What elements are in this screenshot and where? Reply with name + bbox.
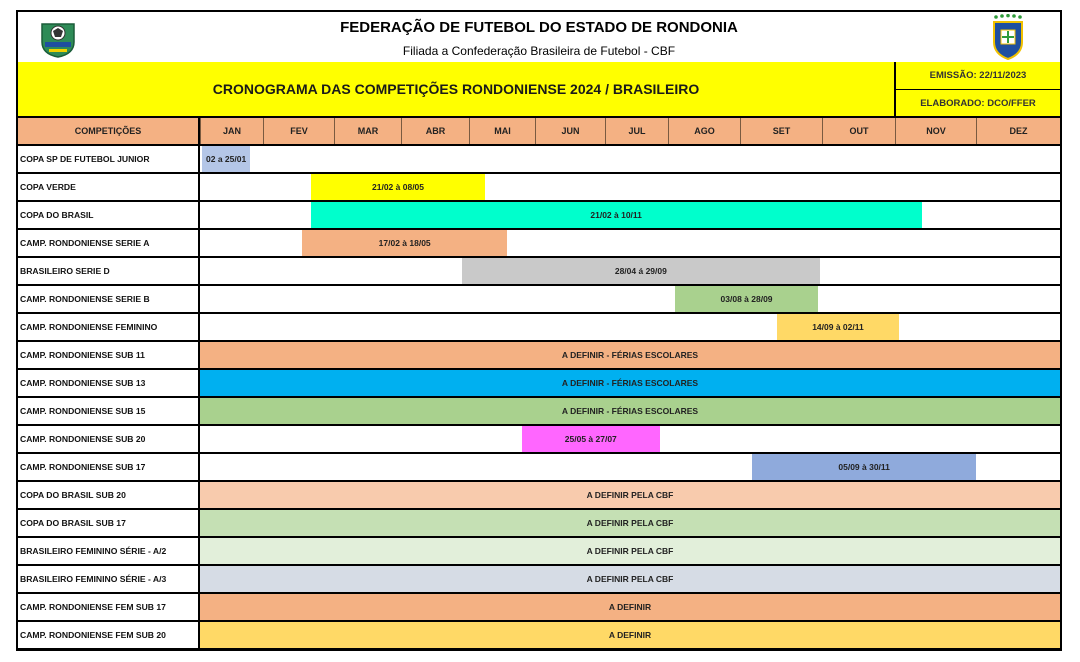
competition-row [18,286,1060,314]
competition-period-bar: 03/08 à 28/09 [675,286,818,312]
competition-row [18,426,1060,454]
competition-row [18,370,1060,398]
prepared-by: ELABORADO: DCO/FFER [920,98,1036,109]
competition-period-bar: 21/02 à 08/05 [311,174,486,200]
competition-name: BRASILEIRO FEMININO SÉRIE - A/3 [18,566,200,592]
competition-row [18,342,1060,370]
cbf-logo-icon [988,14,1028,60]
month-header-mar: MAR [334,118,401,144]
competition-period-bar: A DEFINIR - FÉRIAS ESCOLARES [200,370,1060,396]
competition-name: CAMP. RONDONIENSE SERIE A [18,230,200,256]
competition-name: CAMP. RONDONIENSE SUB 20 [18,426,200,452]
competition-name: CAMP. RONDONIENSE SUB 15 [18,398,200,424]
federation-title: FEDERAÇÃO DE FUTEBOL DO ESTADO DE RONDONIA [340,19,738,36]
competition-row [18,482,1060,510]
competition-row [18,622,1060,650]
competition-name: BRASILEIRO SERIE D [18,258,200,284]
document-header [18,12,1060,64]
competition-period-bar: 14/09 à 02/11 [777,314,899,340]
month-header-dez: DEZ [976,118,1060,144]
month-header-nov: NOV [895,118,976,144]
competition-row [18,146,1060,174]
competition-name: CAMP. RONDONIENSE FEM SUB 17 [18,594,200,620]
competition-name: COPA SP DE FUTEBOL JUNIOR [18,146,200,172]
competition-name: BRASILEIRO FEMININO SÉRIE - A/2 [18,538,200,564]
month-header-jan: JAN [200,118,263,144]
schedule-title: CRONOGRAMA DAS COMPETIÇÕES RONDONIENSE 2024 / BRASILEIRO [212,81,700,97]
schedule-meta [894,62,1060,116]
competition-period-bar: 21/02 à 10/11 [311,202,922,228]
competition-name: COPA VERDE [18,174,200,200]
competition-period-bar: A DEFINIR - FÉRIAS ESCOLARES [200,342,1060,368]
competition-row [18,594,1060,622]
competition-row [18,258,1060,286]
competition-name: COPA DO BRASIL SUB 17 [18,510,200,536]
competition-period-bar: 28/04 á 29/09 [462,258,819,284]
month-header-row [18,118,1060,146]
month-header-mai: MAI [469,118,535,144]
competition-name: CAMP. RONDONIENSE SERIE B [18,286,200,312]
month-header-abr: ABR [401,118,469,144]
competition-period-bar: A DEFINIR PELA CBF [200,538,1060,564]
month-header-fev: FEV [263,118,334,144]
competition-name: CAMP. RONDONIENSE FEM SUB 20 [18,622,200,648]
month-header-out: OUT [822,118,895,144]
competition-row [18,202,1060,230]
competition-period-bar: A DEFINIR PELA CBF [200,510,1060,536]
competition-name: CAMP. RONDONIENSE FEMININO [18,314,200,340]
competition-row [18,314,1060,342]
competition-row [18,566,1060,594]
month-header-jul: JUL [605,118,668,144]
competition-row [18,398,1060,426]
competitions-column-header: COMPETIÇÕES [18,118,200,144]
competition-period-bar: 25/05 à 27/07 [522,426,660,452]
competition-name: CAMP. RONDONIENSE SUB 11 [18,342,200,368]
competition-row [18,538,1060,566]
competition-name: CAMP. RONDONIENSE SUB 13 [18,370,200,396]
schedule-sheet [16,10,1062,651]
competition-period-bar: A DEFINIR [200,594,1060,620]
competition-period-bar: 05/09 à 30/11 [752,454,976,480]
competition-row [18,510,1060,538]
competition-period-bar: 02 a 25/01 [202,146,251,172]
emission-date: EMISSÃO: 22/11/2023 [896,62,1060,90]
competition-period-bar: A DEFINIR PELA CBF [200,566,1060,592]
competition-name: COPA DO BRASIL SUB 20 [18,482,200,508]
month-header-set: SET [740,118,822,144]
competition-period-bar: A DEFINIR - FÉRIAS ESCOLARES [200,398,1060,424]
competition-name: CAMP. RONDONIENSE SUB 17 [18,454,200,480]
month-header-ago: AGO [668,118,740,144]
competition-period-bar: A DEFINIR PELA CBF [200,482,1060,508]
competition-row [18,230,1060,258]
competition-name: COPA DO BRASIL [18,202,200,228]
federation-subtitle: Filiada a Confederação Brasileira de Futebol - CBF [402,44,676,58]
schedule-banner [18,62,1060,118]
competition-period-bar: 17/02 à 18/05 [302,230,507,256]
month-header-jun: JUN [535,118,605,144]
competition-period-bar: A DEFINIR [200,622,1060,648]
competition-row [18,174,1060,202]
competition-row [18,454,1060,482]
